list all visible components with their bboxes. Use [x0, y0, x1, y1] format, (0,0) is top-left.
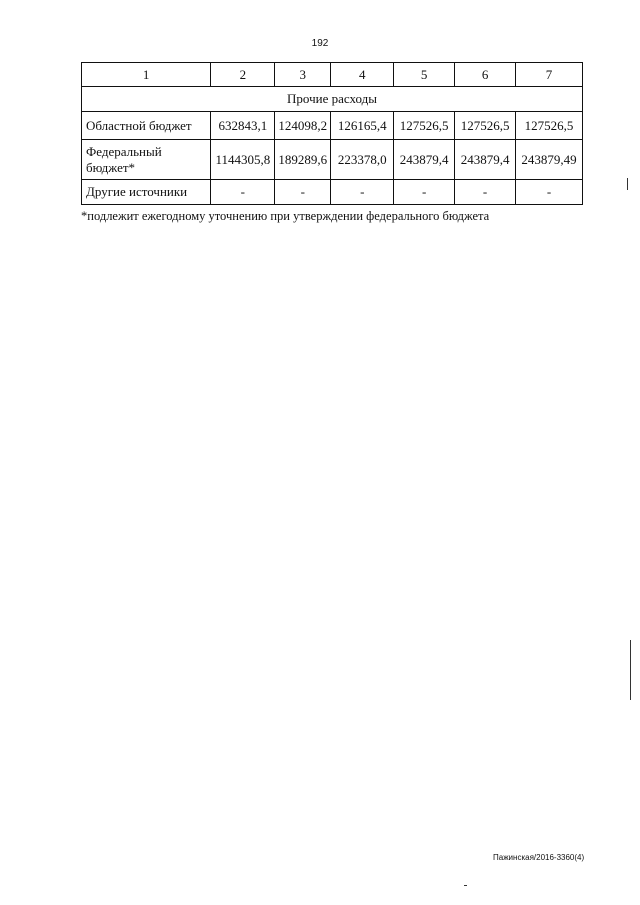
table-header-row [82, 63, 583, 87]
table-cell: 243879,49 [516, 140, 583, 180]
table-cell: - [275, 180, 331, 205]
table-row [82, 112, 583, 140]
header-cell: 7 [516, 63, 583, 87]
header-cell: 2 [211, 63, 275, 87]
row-label-line: бюджет* [86, 159, 136, 175]
footnote: *подлежит ежегодному уточнению при утверждении федерального бюджета [81, 209, 490, 223]
scan-edge-mark [464, 885, 467, 886]
table-cell: 243879,4 [455, 140, 516, 180]
table-cell: 1144305,8 [211, 140, 275, 180]
section-row [82, 87, 583, 112]
header-cell: 4 [331, 63, 394, 87]
table-row [82, 180, 583, 205]
table-cell: 126165,4 [331, 112, 394, 140]
row-label: Другие источники [82, 180, 211, 205]
table-cell: - [455, 180, 516, 205]
table-cell: 223378,0 [331, 140, 394, 180]
document-code: Пажинская/2016-3360(4) [493, 853, 585, 862]
page-number: 192 [311, 38, 329, 49]
table-cell: 127526,5 [394, 112, 455, 140]
table-cell: - [211, 180, 275, 205]
row-label [82, 140, 211, 180]
budget-table [81, 62, 583, 205]
header-cell: 5 [394, 63, 455, 87]
header-cell: 3 [275, 63, 331, 87]
row-label-line: Федеральный [86, 143, 162, 159]
table-row [82, 140, 583, 180]
scan-edge-mark [630, 640, 631, 700]
header-cell: 1 [82, 63, 211, 87]
table-cell: - [331, 180, 394, 205]
table-cell: 124098,2 [275, 112, 331, 140]
section-title: Прочие расходы [82, 87, 583, 112]
table-cell: 127526,5 [455, 112, 516, 140]
table-cell: 632843,1 [211, 112, 275, 140]
table-cell: 127526,5 [516, 112, 583, 140]
table-cell: - [516, 180, 583, 205]
table-cell: 243879,4 [394, 140, 455, 180]
scan-edge-mark [627, 178, 628, 190]
table-cell: 189289,6 [275, 140, 331, 180]
row-label: Областной бюджет [82, 112, 211, 140]
header-cell: 6 [455, 63, 516, 87]
table-cell: - [394, 180, 455, 205]
